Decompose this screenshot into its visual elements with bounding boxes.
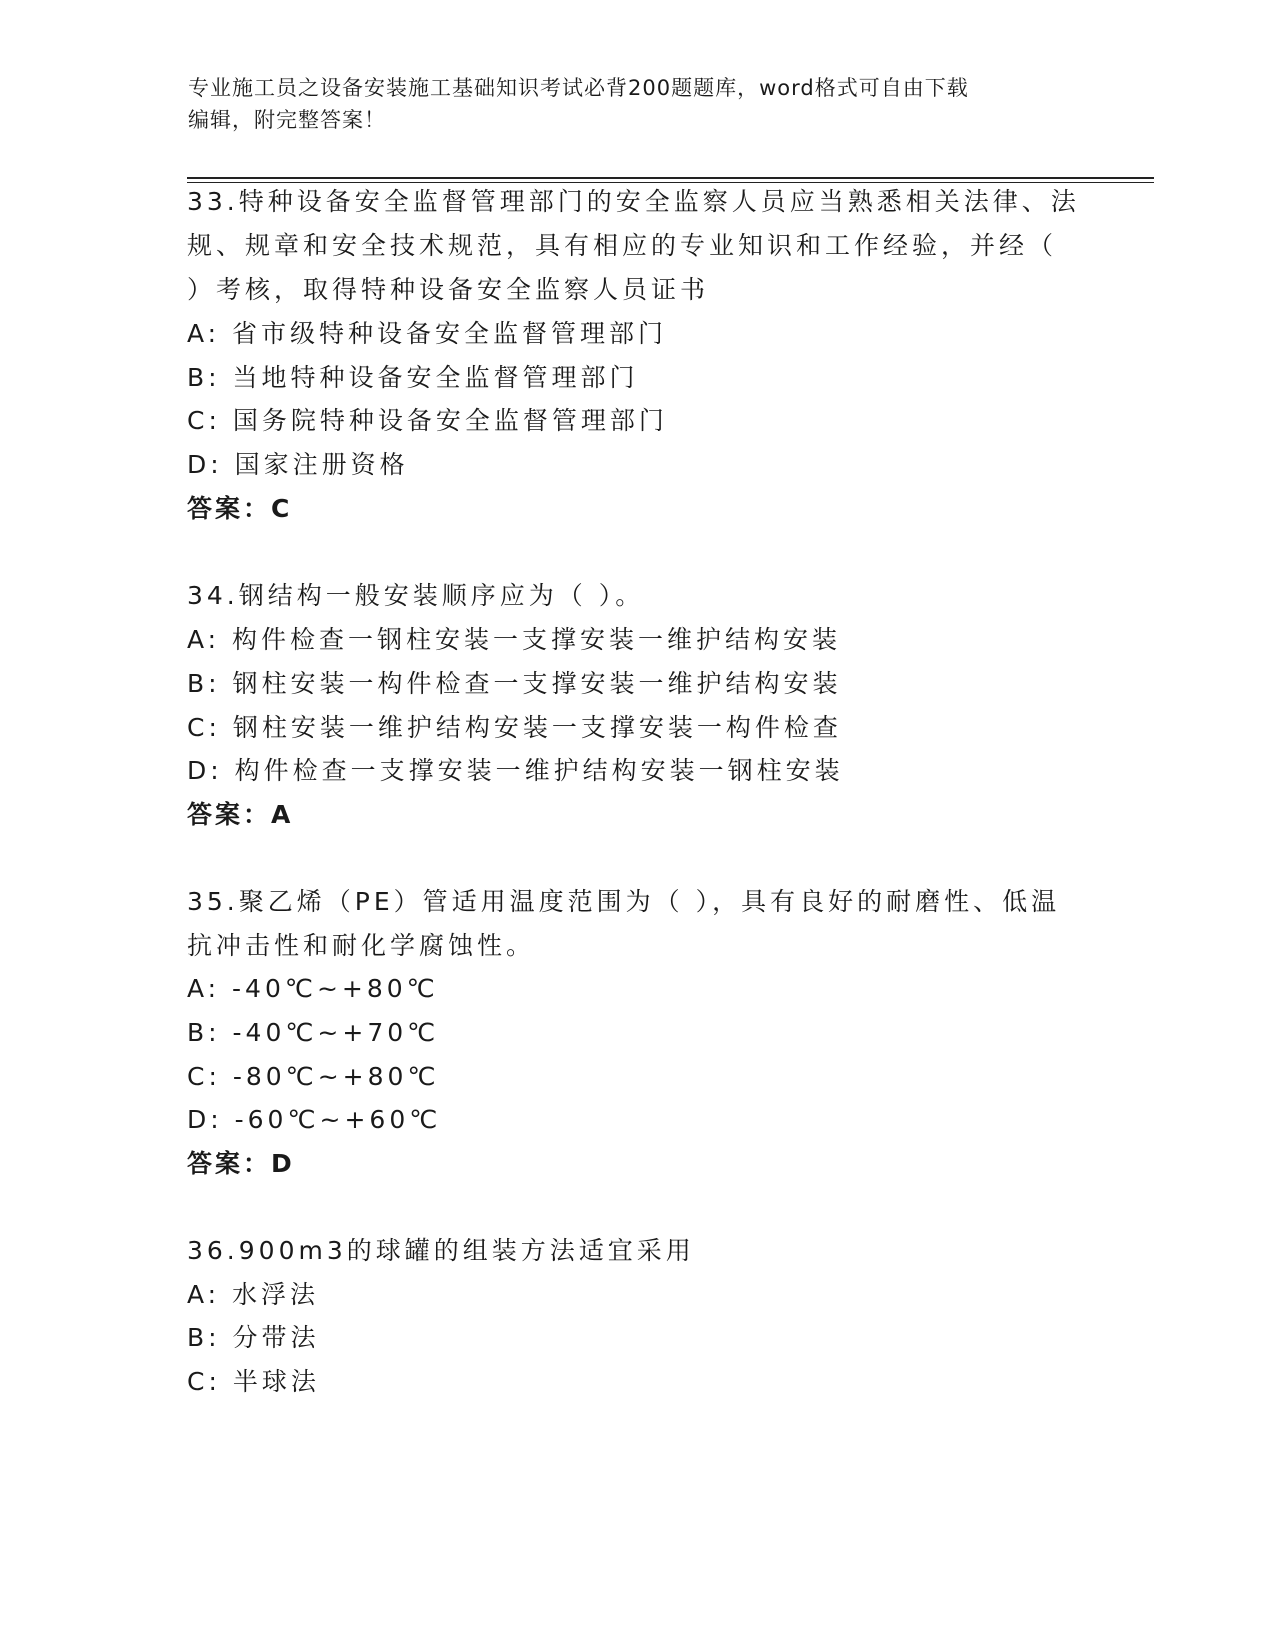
header-divider-thick bbox=[187, 177, 1154, 179]
question-35-option-b: B: -40℃~+70℃ bbox=[187, 1018, 440, 1047]
question-36-option-a: A: 水浮法 bbox=[187, 1280, 320, 1309]
question-35-option-a: A: -40℃~+80℃ bbox=[187, 974, 439, 1003]
question-35-stem-line-2: 抗冲击性和耐化学腐蚀性。 bbox=[187, 931, 536, 960]
document-header bbox=[188, 72, 1068, 136]
question-34-stem-line-1: 34.钢结构一般安装顺序应为（ ）。 bbox=[187, 581, 645, 610]
question-36-stem-line-1: 36.900m3的球罐的组装方法适宜采用 bbox=[187, 1236, 695, 1265]
question-34-option-a: A: 构件检查一钢柱安装一支撑安装一维护结构安装 bbox=[187, 625, 842, 654]
question-33-answer: 答案：C bbox=[187, 494, 293, 523]
header-divider-thin bbox=[187, 182, 1154, 183]
header-line-2: 编辑，附完整答案！ bbox=[188, 108, 386, 132]
question-35-option-c: C: -80℃~+80℃ bbox=[187, 1062, 440, 1091]
question-35-stem-line-1: 35.聚乙烯（PE）管适用温度范围为（ ），具有良好的耐磨性、低温 bbox=[187, 887, 1061, 916]
question-36-option-b: B: 分带法 bbox=[187, 1323, 320, 1352]
question-34-option-b: B: 钢柱安装一构件检查一支撑安装一维护结构安装 bbox=[187, 669, 842, 698]
question-33-stem-line-2: 规、规章和安全技术规范，具有相应的专业知识和工作经验，并经（ bbox=[187, 231, 1058, 260]
question-35-option-d: D: -60℃~+60℃ bbox=[187, 1105, 442, 1134]
question-33-option-c: C: 国务院特种设备安全监督管理部门 bbox=[187, 406, 668, 435]
question-34-option-c: C: 钢柱安装一维护结构安装一支撑安装一构件检查 bbox=[187, 713, 842, 742]
question-33-option-a: A: 省市级特种设备安全监督管理部门 bbox=[187, 319, 668, 348]
question-33-option-d: D: 国家注册资格 bbox=[187, 450, 409, 479]
question-33-option-b: B: 当地特种设备安全监督管理部门 bbox=[187, 363, 639, 392]
question-36-option-c: C: 半球法 bbox=[187, 1367, 320, 1396]
question-35-answer: 答案：D bbox=[187, 1149, 295, 1178]
question-33-stem-line-1: 33.特种设备安全监督管理部门的安全监察人员应当熟悉相关法律、法 bbox=[187, 187, 1080, 216]
question-33-stem-line-3: ）考核，取得特种设备安全监察人员证书 bbox=[187, 275, 710, 304]
header-line-1: 专业施工员之设备安装施工基础知识考试必背200题题库，word格式可自由下载 bbox=[188, 76, 969, 100]
question-34-option-d: D: 构件检查一支撑安装一维护结构安装一钢柱安装 bbox=[187, 756, 844, 785]
question-34-answer: 答案：A bbox=[187, 800, 294, 829]
